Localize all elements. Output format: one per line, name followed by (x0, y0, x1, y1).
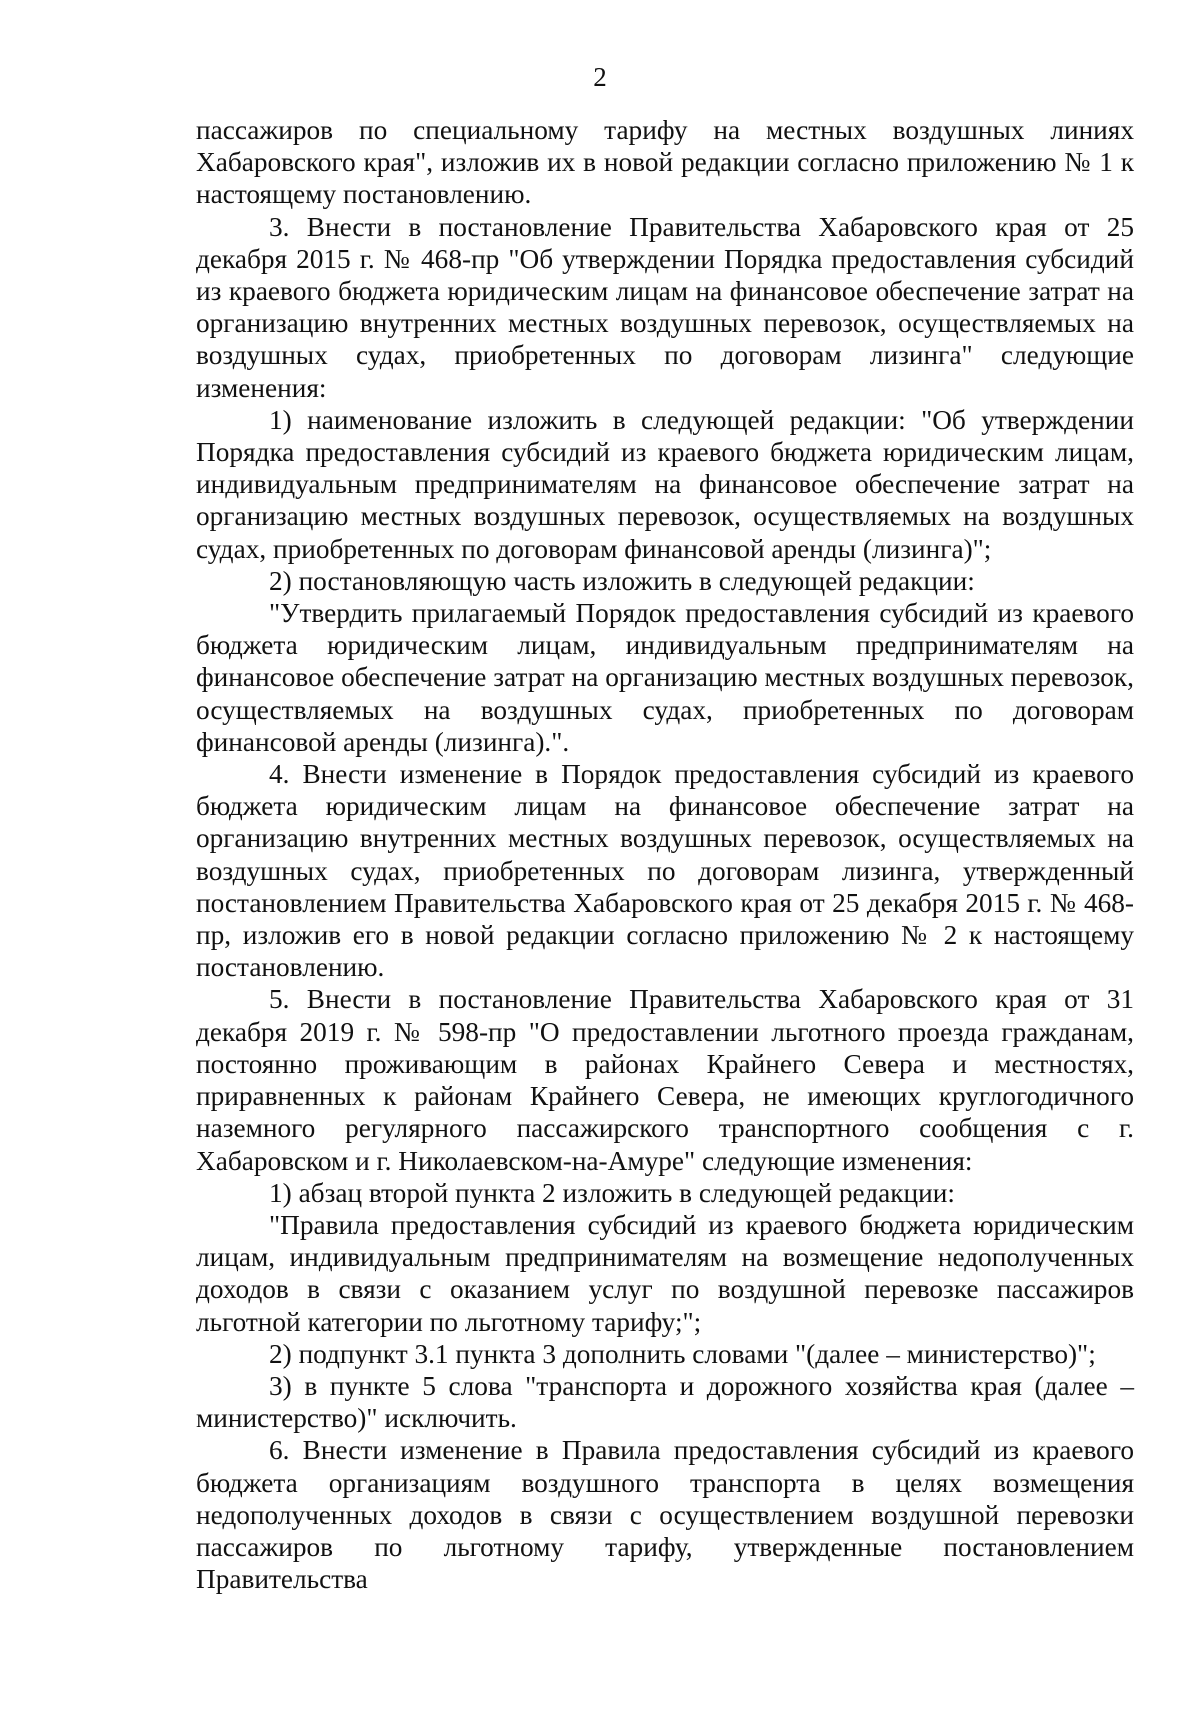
paragraph: 1) наименование изложить в следующей редакции: "Об утверждении Порядка предоставления субсидий из краевого бюджета юридическим лицам, индивидуальным предпринимателям на финансовое обеспечение затрат на организацию местных воздушных перевозок, осуществляемых на воздушных судах, приобретенных по договорам финансовой аренды (лизинга)"; (196, 404, 1134, 564)
paragraph: 2) подпункт 3.1 пункта 3 дополнить словами "(далее – министерство)"; (269, 1338, 1096, 1369)
paragraph: 3) в пункте 5 слова "транспорта и дорожного хозяйства края (далее – министерство)" исключить. (196, 1370, 1134, 1434)
paragraph: 2) постановляющую часть изложить в следующей редакции: (269, 565, 975, 596)
paragraph: 5. Внести в постановление Правительства Хабаровского края от 31 декабря 2019 г. № 598-пр "О предоставлении льготного проезда гражданам, постоянно проживающим в районах Крайнего Севера и местностях, приравненных к районам Крайнего Севера, не имеющих круглогодичного наземного регулярного пассажирского транспортного сообщения с г. Хабаровском и г. Николаевском-на-Амуре" следующие изменения: (196, 984, 1134, 1176)
paragraph: 4. Внести изменение в Порядок предоставления субсидий из краевого бюджета юридическим лицам на финансовое обеспечение затрат на организацию внутренних местных воздушных перевозок, осуществляемых на воздушных судах, приобретенных по договорам лизинга, утвержденный постановлением Правительства Хабаровского края от 25 декабря 2015 г. № 468-пр, изложив его в новой редакции согласно приложению № 2 к настоящему постановлению. (196, 759, 1134, 983)
paragraph: "Утвердить прилагаемый Порядок предоставления субсидий из краевого бюджета юридическим лицам, индивидуальным предпринимателям на финансовое обеспечение затрат на организацию местных воздушных перевозок, осуществляемых на воздушных судах, приобретенных по договорам финансовой аренды (лизинга).". (196, 598, 1134, 757)
paragraph: 6. Внести изменение в Правила предоставления субсидий из краевого бюджета организациям воздушного транспорта в целях возмещения недополученных доходов в связи с осуществлением воздушной перевозки пассажиров по льготному тарифу, утвержденные постановлением Правительства (196, 1435, 1134, 1595)
paragraph: пассажиров по специальному тарифу на местных воздушных линиях Хабаровского края", изложив их в новой редакции согласно приложению № 1 к настоящему постановлению. (196, 115, 1134, 210)
paragraph: "Правила предоставления субсидий из краевого бюджета юридическим лицам, индивидуальным предпринимателям на возмещение недополученных доходов в связи с оказанием услуг по воздушной перевозке пассажиров льготной категории по льготному тарифу;"; (196, 1209, 1134, 1337)
paragraph: 3. Внести в постановление Правительства Хабаровского края от 25 декабря 2015 г. № 468-пр "Об утверждении Порядка предоставления субсидий из краевого бюджета юридическим лицам на финансовое обеспечение затрат на организацию внутренних местных воздушных перевозок, осуществляемых на воздушных судах, приобретенных по договорам лизинга" следующие изменения: (196, 211, 1134, 403)
paragraph: 1) абзац второй пункта 2 изложить в следующей редакции: (269, 1177, 955, 1208)
page-number: 2 (593, 62, 607, 92)
document-body (196, 114, 1134, 1595)
